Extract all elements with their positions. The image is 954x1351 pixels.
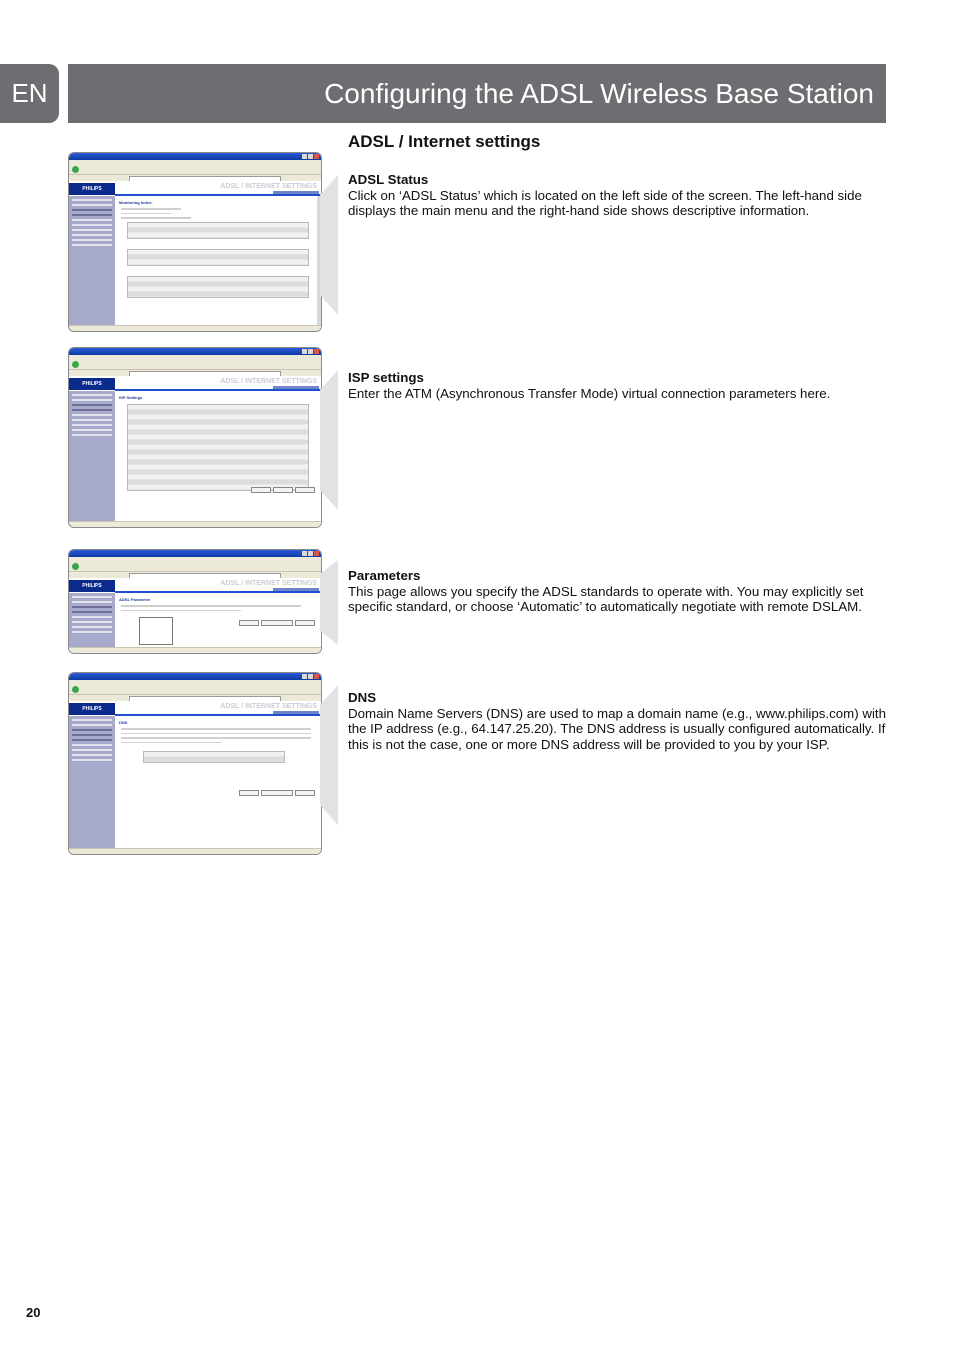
screenshot-adsl-status <box>68 152 322 332</box>
back-icon <box>72 686 79 693</box>
browser-toolbar <box>69 685 321 695</box>
topic-adsl-status <box>348 172 888 219</box>
topic-body: Click on ‘ADSL Status’ which is located on the left side of the screen. The left-hand side displays the main menu and the right-hand side shows descriptive information. <box>348 187 862 218</box>
back-icon <box>72 563 79 570</box>
banner-text: ADSL / INTERNET SETTINGS <box>220 580 317 587</box>
panel-title: Monitoring Index: <box>119 200 153 205</box>
philips-logo: PHILIPS <box>69 580 115 592</box>
banner-text: ADSL / INTERNET SETTINGS <box>220 183 317 190</box>
philips-logo: PHILIPS <box>69 378 115 390</box>
content-pane <box>115 716 321 854</box>
philips-logo: PHILIPS <box>69 703 115 715</box>
panel-title: ADSL Parameter <box>119 597 151 602</box>
browser-toolbar <box>69 562 321 572</box>
panel-title: DNS <box>119 720 128 725</box>
screenshot-isp-settings <box>68 347 322 528</box>
sidebar-menu <box>69 716 115 854</box>
screenshot-parameters <box>68 549 322 654</box>
topic-heading: DNS <box>348 690 377 705</box>
topic-dns <box>348 690 888 752</box>
section-heading: ADSL / Internet settings <box>348 132 541 151</box>
topic-heading: Parameters <box>348 568 421 583</box>
sidebar-menu <box>69 196 115 331</box>
banner-text: ADSL / INTERNET SETTINGS <box>220 703 317 710</box>
panel-title: ISP Settings <box>119 395 143 400</box>
window-titlebar <box>69 550 321 557</box>
topic-heading: ADSL Status <box>348 172 429 187</box>
content-pane <box>115 391 321 527</box>
topic-body: This page allows you specify the ADSL standards to operate with. You may explicitly set specific standard, or choose ‘Automatic’ to automatically negotiate with remote DSLAM. <box>348 583 864 614</box>
topic-isp-settings <box>348 370 888 401</box>
page-number: 20 <box>26 1305 41 1320</box>
window-titlebar <box>69 348 321 355</box>
language-tab: EN <box>0 64 59 123</box>
window-titlebar <box>69 673 321 680</box>
content-pane <box>115 196 321 331</box>
topic-body: Enter the ATM (Asynchronous Transfer Mode) virtual connection parameters here. <box>348 385 831 401</box>
sidebar-menu <box>69 593 115 653</box>
browser-toolbar <box>69 360 321 370</box>
window-titlebar <box>69 153 321 160</box>
banner-text: ADSL / INTERNET SETTINGS <box>220 378 317 385</box>
topic-parameters <box>348 568 888 615</box>
browser-toolbar <box>69 165 321 175</box>
content-pane <box>115 593 321 653</box>
topic-body: Domain Name Servers (DNS) are used to map a domain name (e.g., www.philips.com) with the IP address (e.g., 64.147.25.20). The DNS address is usually configured automatically. If this is not the case, one or more DNS address will be provided to you by your ISP. <box>348 705 886 752</box>
sidebar-menu <box>69 391 115 527</box>
topic-heading: ISP settings <box>348 370 424 385</box>
screenshot-dns <box>68 672 322 855</box>
page-title: Configuring the ADSL Wireless Base Station <box>68 64 886 123</box>
back-icon <box>72 361 79 368</box>
philips-logo: PHILIPS <box>69 183 115 195</box>
back-icon <box>72 166 79 173</box>
